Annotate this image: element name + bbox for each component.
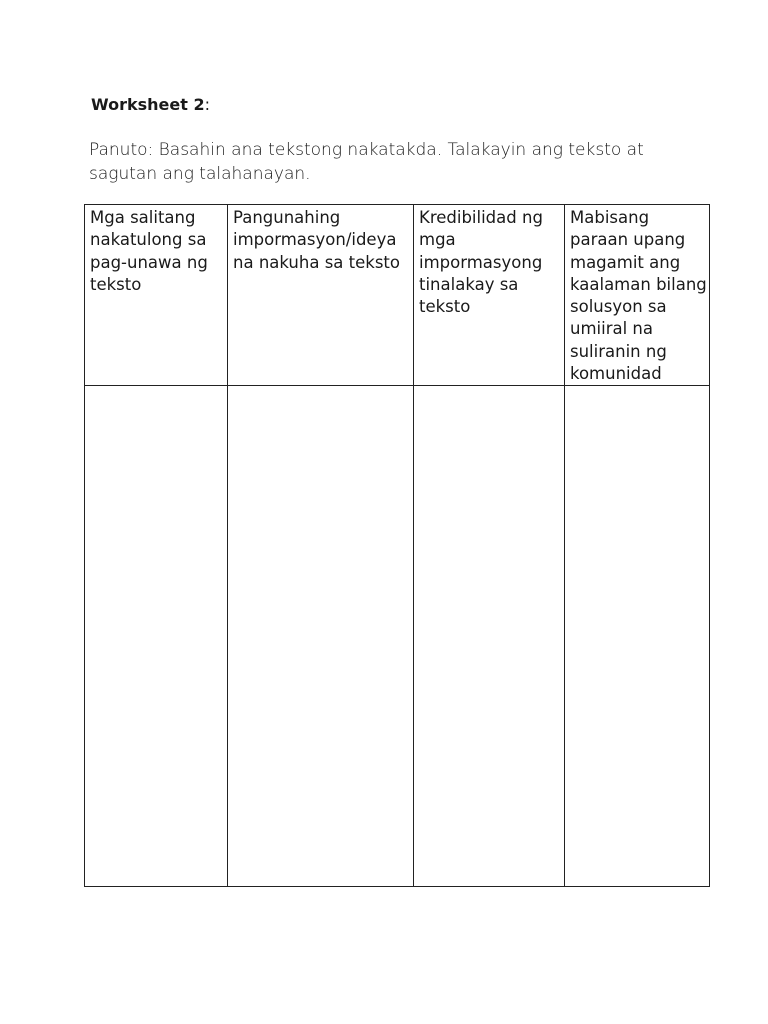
column-header-words: Mga salitang nakatulong sa pag-unawa ng teksto [85, 205, 228, 386]
answer-row [85, 386, 710, 887]
instructions-text: Panuto: Basahin ana tekstong nakatakda. Talakayin ang teksto at sagutan ang talahanayan. [89, 140, 644, 184]
worksheet-title-label: Worksheet 2 [91, 95, 205, 114]
answer-cell-credibility[interactable] [414, 386, 565, 887]
worksheet-table [84, 204, 710, 887]
column-header-solution: Mabisang paraan upang magamit ang kaalaman bilang solusyon sa umiiral na suliranin ng komunidad [565, 205, 710, 386]
column-header-credibility: Kredibilidad ng mga impormasyong tinalakay sa teksto [414, 205, 565, 386]
answer-cell-words[interactable] [85, 386, 228, 887]
worksheet-title-colon: : [204, 95, 210, 114]
header-row [85, 205, 710, 386]
answer-cell-solution[interactable] [565, 386, 710, 887]
column-header-main-info: Pangunahing impormasyon/ideya na nakuha sa teksto [228, 205, 414, 386]
worksheet-title [91, 94, 210, 116]
answer-cell-main-info[interactable] [228, 386, 414, 887]
